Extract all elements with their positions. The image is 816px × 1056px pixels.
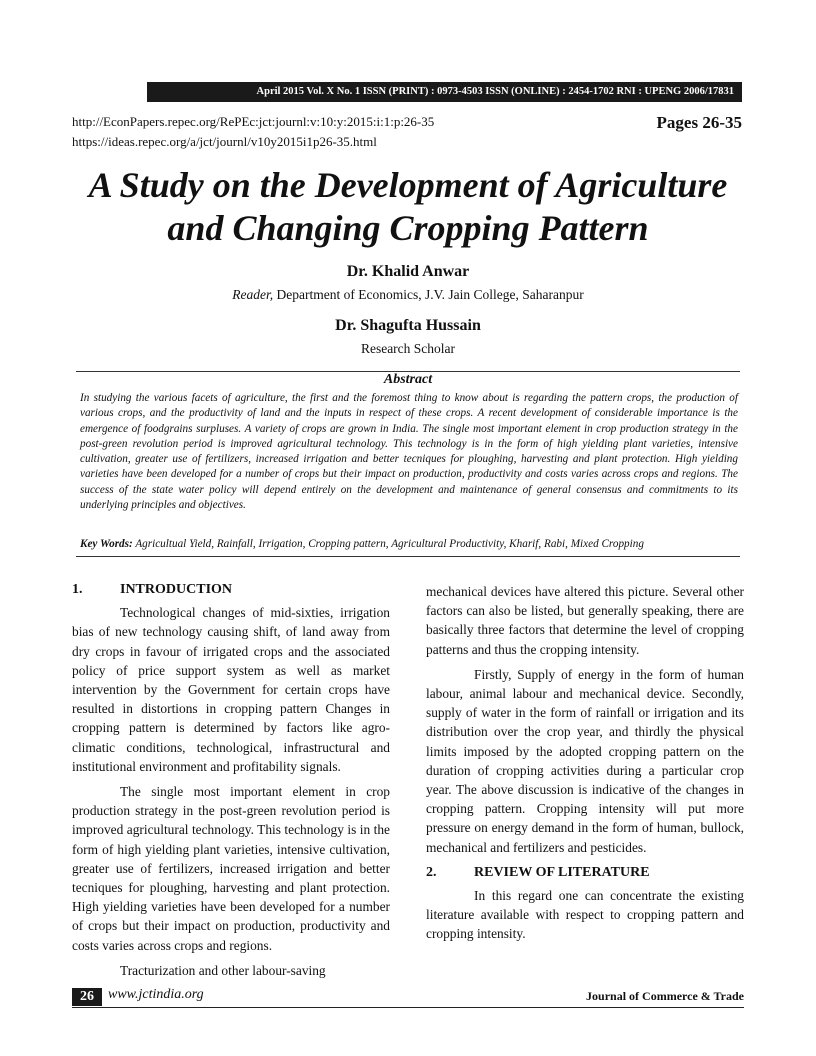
author-role: Reader, xyxy=(232,287,274,302)
author-affiliation: Research Scholar xyxy=(360,341,456,356)
author-affiliation xyxy=(0,287,816,303)
abstract-heading: Abstract xyxy=(383,372,433,387)
ideas-repec-url[interactable]: https://ideas.repec.org/a/jct/journl/v10y2015i1p26-35.html xyxy=(72,134,377,149)
paragraph: In this regard one can concentrate the existing literature available with respect to cropping pattern and cropping intensity. xyxy=(426,888,744,942)
journal-name: Journal of Commerce & Trade xyxy=(586,989,744,1003)
section-heading-introduction xyxy=(72,580,390,599)
left-column xyxy=(72,578,390,986)
page-number: 26 xyxy=(72,988,102,1006)
right-column xyxy=(426,582,744,950)
paragraph: mechanical devices have altered this picture. Several other factors can also be listed, but generally speaking, there are basically three factors that determine the level of cropping patterns and thus the cropping intensity. xyxy=(426,584,744,657)
section-number: 1. xyxy=(72,582,83,597)
section-title: INTRODUCTION xyxy=(120,582,233,597)
keywords-label: Key Words: xyxy=(80,538,133,550)
section-title: REVIEW OF LITERATURE xyxy=(474,864,650,880)
paragraph: Technological changes of mid-sixties, irrigation bias of new technology causing shift, of land away from dry crops in favour of irrigated crops and the associated policy of price support system as well as market intervention by the Government for certain crops have resulted in distortions in cropping pattern Changes in cropping pattern is determined by factors like agro-climatic conditions, technological, infrastructural and institutional environment and profitability signals. xyxy=(72,605,390,774)
journal-website[interactable]: www.jctindia.org xyxy=(108,987,204,1002)
keywords-list: Agricultual Yield, Rainfall, Irrigation, Cropping pattern, Agricultural Productivity, Kharif, Rabi, Mixed Cropping xyxy=(132,538,644,550)
author-name: Dr. Khalid Anwar xyxy=(346,263,470,280)
page-range: Pages 26-35 xyxy=(656,113,742,132)
footer-rule xyxy=(72,1007,744,1008)
econpapers-url[interactable]: http://EconPapers.repec.org/RePEc:jct:journl:v:10:y:2015:i:1:p:26-35 xyxy=(72,114,435,129)
issue-info-bar: April 2015 Vol. X No. 1 ISSN (PRINT) : 0973-4503 ISSN (ONLINE) : 2454-1702 RNI : UPENG 2006/17831 xyxy=(147,82,742,102)
abstract-bottom-rule xyxy=(76,556,740,557)
keywords-line xyxy=(80,537,740,552)
author-name: Dr. Shagufta Hussain xyxy=(335,317,481,334)
paragraph: Firstly, Supply of energy in the form of human labour, animal labour and mechanical device. Secondly, supply of water in the form of rainfall or irrigation and its distribution over the crop year, and thirdly the physical limits imposed by the adopted cropping pattern on the duration of cropping activities during a particular crop year. The above discussion is indicative of the changes in cropping pattern. Cropping intensity will put more pressure on energy demand in the form of human, bullock, mechanical and fertilizers and pesticides. xyxy=(426,666,744,855)
paragraph: The single most important element in crop production strategy in the post-green revolution period is improved agricultural technology. This technology is in the form of high yielding plant varieties, intensive cultivation, greater use of fertilizers, increased irrigation and better tecniques for ploughing, harvesting and plant protection. High yielding varieties have been developed for a number of crops but their impact on production, productivity and costs varies across crops and regions. xyxy=(72,784,390,953)
paragraph: Tracturization and other labour-saving xyxy=(120,962,326,978)
paper-title: A Study on the Development of Agriculture and Changing Cropping Pattern xyxy=(88,165,728,248)
abstract-text: In studying the various facets of agriculture, the first and the foremost thing to know about is regarding the pattern crops, the production of various crops, and the productivity of land and the inputs in respect of these crops. A recent development of considerable importance is the emergence of foodgrains surpluses. A variety of crops are grown in India. The single most important element in crop production strategy in the post-green revolution period is improved agricultural technology. This technology is in the form of high yielding plant varieties, intensive cultivation, greater use of fertilizers, increased irrigation and better tecniques for ploughing, harvesting and plant protection. High yielding varieties have been developed for a number of crops but their impact on production, productivity and costs varies across crops and regions. The success of the state water policy will depend entirely on the development and maintenance of general consensus and commitments to its underlying principles and objectives. xyxy=(80,392,738,512)
author-department: Department of Economics, J.V. Jain College, Saharanpur xyxy=(273,287,584,302)
section-number: 2. xyxy=(426,864,437,880)
section-heading-review xyxy=(426,863,744,882)
